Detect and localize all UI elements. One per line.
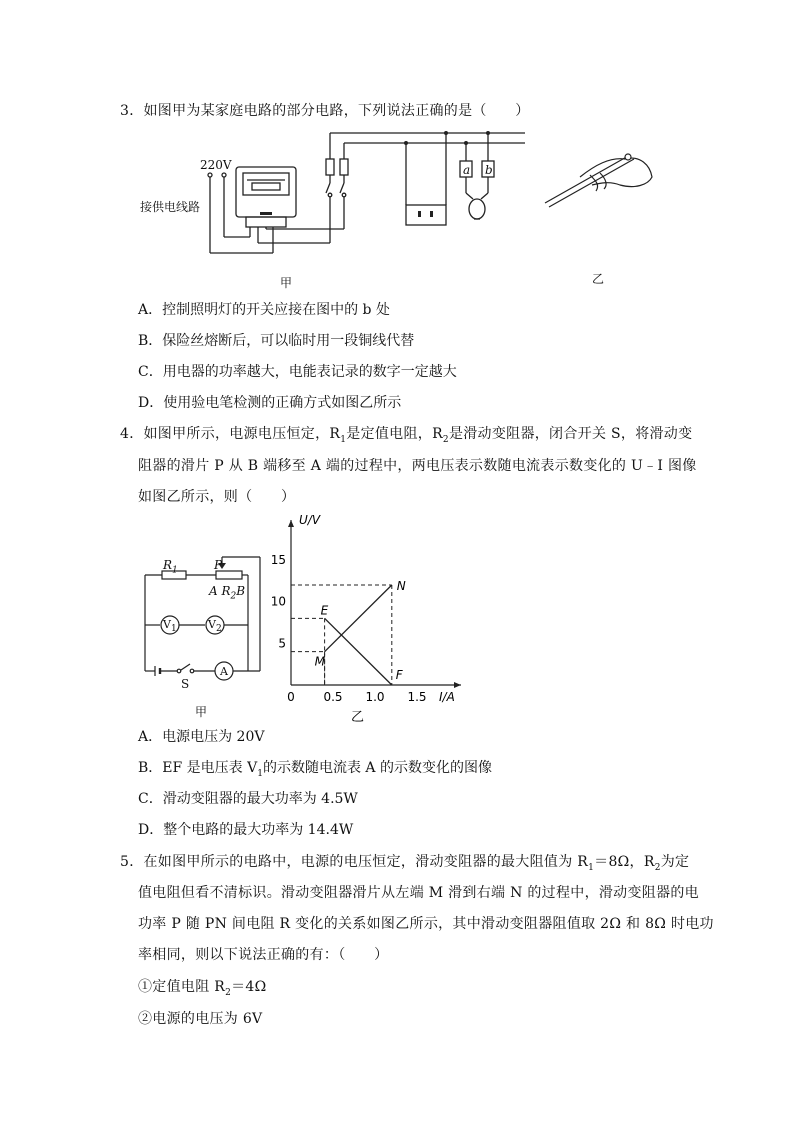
ammeter-label: A bbox=[220, 665, 228, 678]
series-line-MN bbox=[325, 585, 392, 652]
y-tick-label: 15 bbox=[270, 553, 286, 567]
x-axis-label: I/A bbox=[439, 690, 455, 704]
test-pen-figure bbox=[540, 145, 660, 215]
x-tick-label: 0 bbox=[287, 690, 295, 704]
q5-line4: 率相同，则以下说法正确的有：（ ） bbox=[138, 947, 389, 963]
q5-line3: 功率 P 随 PN 间电阻 R 变化的关系如图乙所示，其中滑动变阻器阻值取 2Ω 和 8Ω 时电功 bbox=[138, 916, 714, 932]
q3-option-d: D．使用验电笔检测的正确方式如图乙所示 bbox=[138, 395, 402, 411]
q4-stem-line2: 阻器的滑片 P 从 B 端移至 A 端的过程中，两电压表示数随电流表示数变化的 U﹣I 图像 bbox=[138, 458, 697, 474]
v2-label: $V_2$ bbox=[208, 618, 222, 635]
y-tick-label: 10 bbox=[270, 594, 286, 609]
q4-option-d: D．整个电路的最大功率为 14.4W bbox=[138, 822, 354, 838]
q4-option-b: B．EF 是电压表 $V_1$的示数随电流表 A 的示数变化的图像 bbox=[138, 760, 492, 779]
q3-option-b: B．保险丝熔断后，可以临时用一段铜线代替 bbox=[138, 333, 415, 349]
q5-line2: 值电阻但看不清标识。滑动变阻器滑片从左端 M 滑到右端 N 的过程中，滑动变阻器的电 bbox=[138, 885, 699, 901]
q3-option-a: A．控制照明灯的开关应接在图中的 b 处 bbox=[138, 302, 390, 318]
series-line-EF bbox=[325, 618, 392, 685]
q3-stem: 3．如图甲为某家庭电路的部分电路，下列说法正确的是（ ） bbox=[120, 103, 530, 119]
q4-circuit-jia bbox=[140, 545, 265, 685]
y-axis-label: U/V bbox=[299, 513, 321, 527]
caption-yi: 乙 bbox=[592, 272, 605, 286]
v1-label: $V_1$ bbox=[163, 618, 177, 635]
x-tick-label: 1.0 bbox=[365, 690, 385, 704]
chart-caption: 乙 bbox=[351, 710, 365, 725]
q4-option-c: C．滑动变阻器的最大功率为 4.5W bbox=[138, 791, 358, 807]
voltage-label: 220V bbox=[200, 158, 232, 172]
x-tick-label: 1.5 bbox=[407, 690, 427, 704]
ar2b-label: A $R_2B$ bbox=[209, 584, 246, 602]
point-label-F: F bbox=[395, 668, 403, 682]
p-label: P bbox=[214, 558, 223, 572]
switch-label: S bbox=[181, 677, 190, 691]
point-label-E: E bbox=[320, 603, 329, 618]
q4-stem-line1: 4．如图甲所示，电源电压恒定，$R_1$是定值电阻，$R_2$是滑动变阻器，闭合开关 S，将滑动变 bbox=[120, 426, 693, 445]
q4-ui-chart bbox=[270, 510, 470, 725]
y-tick-label: 5 bbox=[278, 636, 286, 651]
caption-jia-2: 甲 bbox=[195, 705, 208, 719]
q5-statement-1: ①定值电阻 $R_2=4\Omega$ bbox=[138, 979, 267, 998]
x-axis-arrow bbox=[454, 682, 461, 688]
q3-option-c: C．用电器的功率越大，电能表记录的数字一定越大 bbox=[138, 364, 457, 380]
x-tick-label: 0.5 bbox=[323, 690, 343, 704]
caption-jia: 甲 bbox=[280, 276, 293, 290]
supply-label: 接供电线路 bbox=[140, 200, 201, 214]
label-b: b bbox=[485, 163, 493, 177]
label-a: a bbox=[463, 163, 471, 177]
q4-option-a: A．电源电压为 20V bbox=[138, 729, 265, 745]
point-label-N: N bbox=[396, 579, 406, 593]
q5-line1: 5．在如图甲所示的电路中，电源的电压恒定，滑动变阻器的最大阻值为 $R_1=8\Omega$，$R_2$为定 bbox=[120, 854, 690, 873]
q5-statement-2: ②电源的电压为 6V bbox=[138, 1011, 263, 1027]
r1-label: $R_1$ bbox=[163, 558, 178, 576]
q4-stem-line3: 如图乙所示，则（ ） bbox=[138, 489, 296, 505]
point-label-M: M bbox=[314, 654, 325, 669]
y-axis-arrow bbox=[288, 520, 294, 527]
